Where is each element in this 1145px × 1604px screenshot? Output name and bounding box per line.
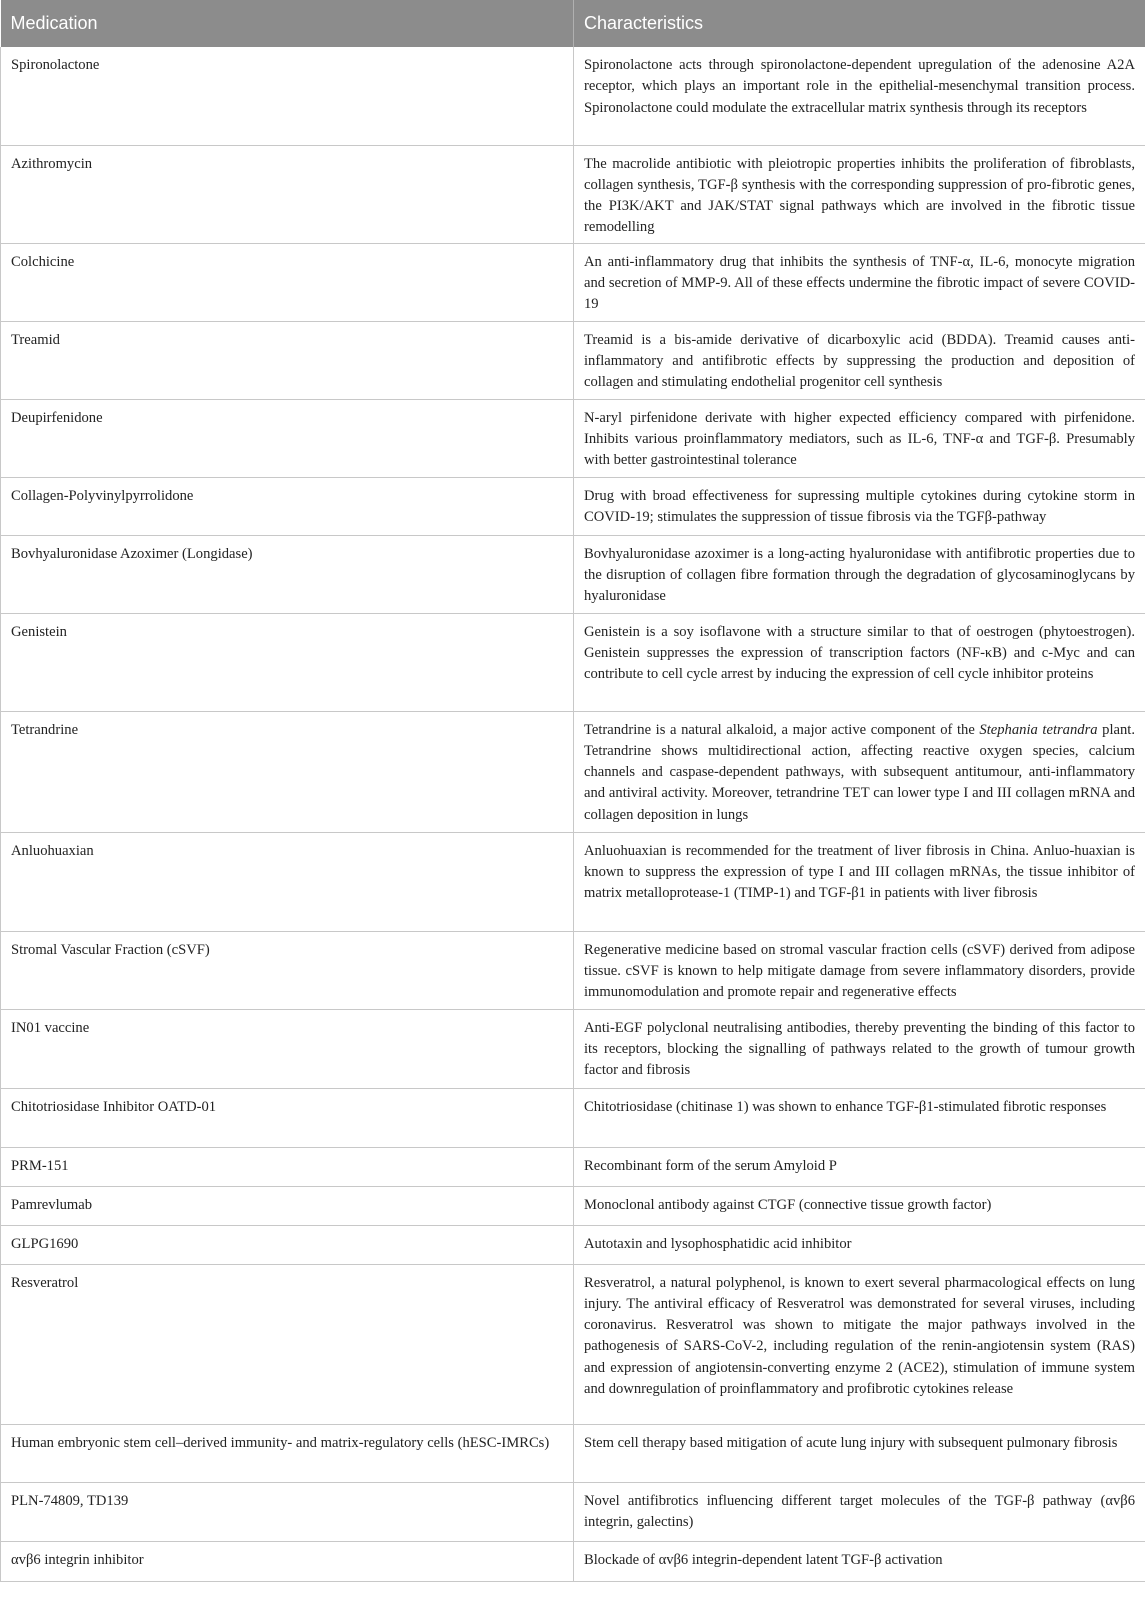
- header-characteristics: Characteristics: [574, 0, 1145, 47]
- characteristics-cell: Spironolactone acts through spironolactone-dependent upregulation of the adenosine A2A receptor, which plays an important role in the epithelial-mesenchymal transition process. Spironolactone could modulate the extracellular matrix synthesis through its receptors: [574, 47, 1145, 145]
- characteristics-cell: Blockade of αvβ6 integrin-dependent latent TGF-β activation: [574, 1541, 1145, 1581]
- table-row: [1, 1482, 1145, 1541]
- characteristics-cell: Anti-EGF polyclonal neutralising antibodies, thereby preventing the binding of this factor to its receptors, blocking the signalling of pathways related to the growth of tumour growth factor and fibrosis: [574, 1009, 1145, 1088]
- characteristics-cell: Autotaxin and lysophosphatidic acid inhibitor: [574, 1225, 1145, 1264]
- table-row: [1, 1009, 1145, 1088]
- table-row: [1, 1264, 1145, 1424]
- characteristics-cell: N-aryl pirfenidone derivate with higher expected efficiency compared with pirfenidone. Inhibits various proinflammatory mediators, such as IL-6, TNF-α and TGF-β. Presumably with better gastrointestinal tolerance: [574, 399, 1145, 477]
- medication-cell: Colchicine: [1, 243, 574, 321]
- medication-cell: Chitotriosidase Inhibitor OATD-01: [1, 1088, 574, 1147]
- characteristics-cell: Drug with broad effectiveness for supressing multiple cytokines during cytokine storm in COVID-19; stimulates the suppression of tissue fibrosis via the TGFβ-pathway: [574, 477, 1145, 535]
- characteristics-cell: Bovhyaluronidase azoximer is a long-acting hyaluronidase with antifibrotic properties due to the disruption of collagen fibre formation through the degradation of glycosaminoglycans by hyaluronidase: [574, 535, 1145, 613]
- medication-cell: Tetrandrine: [1, 711, 574, 832]
- table-row: [1, 145, 1145, 243]
- medication-cell: Pamrevlumab: [1, 1186, 574, 1225]
- header-medication: Medication: [1, 0, 574, 47]
- characteristics-cell: Anluohuaxian is recommended for the treatment of liver fibrosis in China. Anluo-huaxian is known to suppress the expression of type I and III collagen mRNAs, the tissue inhibitor of matrix metalloprotease-1 (TIMP-1) and TGF-β1 in patients with liver fibrosis: [574, 832, 1145, 931]
- characteristics-cell: The macrolide antibiotic with pleiotropic properties inhibits the proliferation of fibroblasts, collagen synthesis, TGF-β synthesis with the corresponding suppression of pro-fibrotic genes, the PI3K/AKT and JAK/STAT signal pathways which are involved in the fibrotic tissue remodelling: [574, 145, 1145, 243]
- table-row: [1, 477, 1145, 535]
- table-row: [1, 1541, 1145, 1581]
- table-row: [1, 1147, 1145, 1186]
- medication-cell: Genistein: [1, 613, 574, 711]
- characteristics-cell: Chitotriosidase (chitinase 1) was shown to enhance TGF-β1-stimulated fibrotic responses: [574, 1088, 1145, 1147]
- medication-cell: αvβ6 integrin inhibitor: [1, 1541, 574, 1581]
- table-row: [1, 1088, 1145, 1147]
- medication-cell: GLPG1690: [1, 1225, 574, 1264]
- medication-cell: IN01 vaccine: [1, 1009, 574, 1088]
- characteristics-cell: Monoclonal antibody against CTGF (connective tissue growth factor): [574, 1186, 1145, 1225]
- characteristics-cell: An anti-inflammatory drug that inhibits the synthesis of TNF-α, IL-6, monocyte migration and secretion of MMP-9. All of these effects undermine the fibrotic impact of severe COVID-19: [574, 243, 1145, 321]
- header-row: [1, 0, 1145, 47]
- table-row: [1, 711, 1145, 832]
- medication-cell: Collagen-Polyvinylpyrrolidone: [1, 477, 574, 535]
- characteristics-cell: Genistein is a soy isoflavone with a structure similar to that of oestrogen (phytoestrogen). Genistein suppresses the expression of transcription factors (NF-κB) and c-Myc and can contribute to cell cycle arrest by inducing the expression of cell cycle inhibitor proteins: [574, 613, 1145, 711]
- medication-cell: PLN-74809, TD139: [1, 1482, 574, 1541]
- table-row: [1, 535, 1145, 613]
- characteristics-cell: Novel antifibrotics influencing different target molecules of the TGF-β pathway (αvβ6 integrin, galectins): [574, 1482, 1145, 1541]
- medication-cell: Bovhyaluronidase Azoximer (Longidase): [1, 535, 574, 613]
- table-row: [1, 613, 1145, 711]
- table-row: [1, 399, 1145, 477]
- medication-cell: Treamid: [1, 321, 574, 399]
- medication-cell: Anluohuaxian: [1, 832, 574, 931]
- table-row: [1, 1186, 1145, 1225]
- medication-cell: PRM-151: [1, 1147, 574, 1186]
- characteristics-cell: Stem cell therapy based mitigation of acute lung injury with subsequent pulmonary fibrosis: [574, 1424, 1145, 1482]
- characteristics-cell: Regenerative medicine based on stromal vascular fraction cells (cSVF) derived from adipose tissue. cSVF is known to help mitigate damage from severe inflammatory disorders, provide immunomodulation and promote repair and regenerative effects: [574, 931, 1145, 1009]
- table-row: [1, 321, 1145, 399]
- medication-cell: Spironolactone: [1, 47, 574, 145]
- table-row: [1, 832, 1145, 931]
- table-row: [1, 243, 1145, 321]
- species-name: Stephania tetrandra: [979, 721, 1098, 738]
- table-row: [1, 47, 1145, 145]
- characteristics-cell: [574, 711, 1145, 832]
- medication-cell: Stromal Vascular Fraction (cSVF): [1, 931, 574, 1009]
- characteristics-cell: Treamid is a bis-amide derivative of dicarboxylic acid (BDDA). Treamid causes anti-inflammatory and antifibrotic effects by suppressing the production and deposition of collagen and stimulating endothelial progenitor cell synthesis: [574, 321, 1145, 399]
- medication-cell: Resveratrol: [1, 1264, 574, 1424]
- medication-cell: Azithromycin: [1, 145, 574, 243]
- table-row: [1, 1225, 1145, 1264]
- table-row: [1, 1424, 1145, 1482]
- characteristics-text-end: plant. Tetrandrine shows multidirectional action, affecting reactive oxygen species, calcium channels and caspase-dependent pathways, with subsequent antitumour, anti-inflammatory and antiviral activity. Moreover, tetrandrine TET can lower type I and III collagen mRNA and collagen deposition in lungs: [584, 721, 1135, 823]
- characteristics-cell: Recombinant form of the serum Amyloid P: [574, 1147, 1145, 1186]
- table-row: [1, 931, 1145, 1009]
- characteristics-cell: Resveratrol, a natural polyphenol, is known to exert several pharmacological effects on lung injury. The antiviral efficacy of Resveratrol was demonstrated for several viruses, including coronavirus. Resveratrol was shown to mitigate the major pathways involved in the pathogenesis of SARS-CoV-2, including regulation of the renin-angiotensin system (RAS) and expression of angiotensin-converting enzyme 2 (ACE2), stimulation of immune system and downregulation of proinflammatory and profibrotic cytokines release: [574, 1264, 1145, 1424]
- medication-cell: Deupirfenidone: [1, 399, 574, 477]
- characteristics-text-start: Tetrandrine is a natural alkaloid, a major active component of the: [584, 721, 980, 738]
- medication-cell: Human embryonic stem cell–derived immunity- and matrix-regulatory cells (hESC-IMRCs): [1, 1424, 574, 1482]
